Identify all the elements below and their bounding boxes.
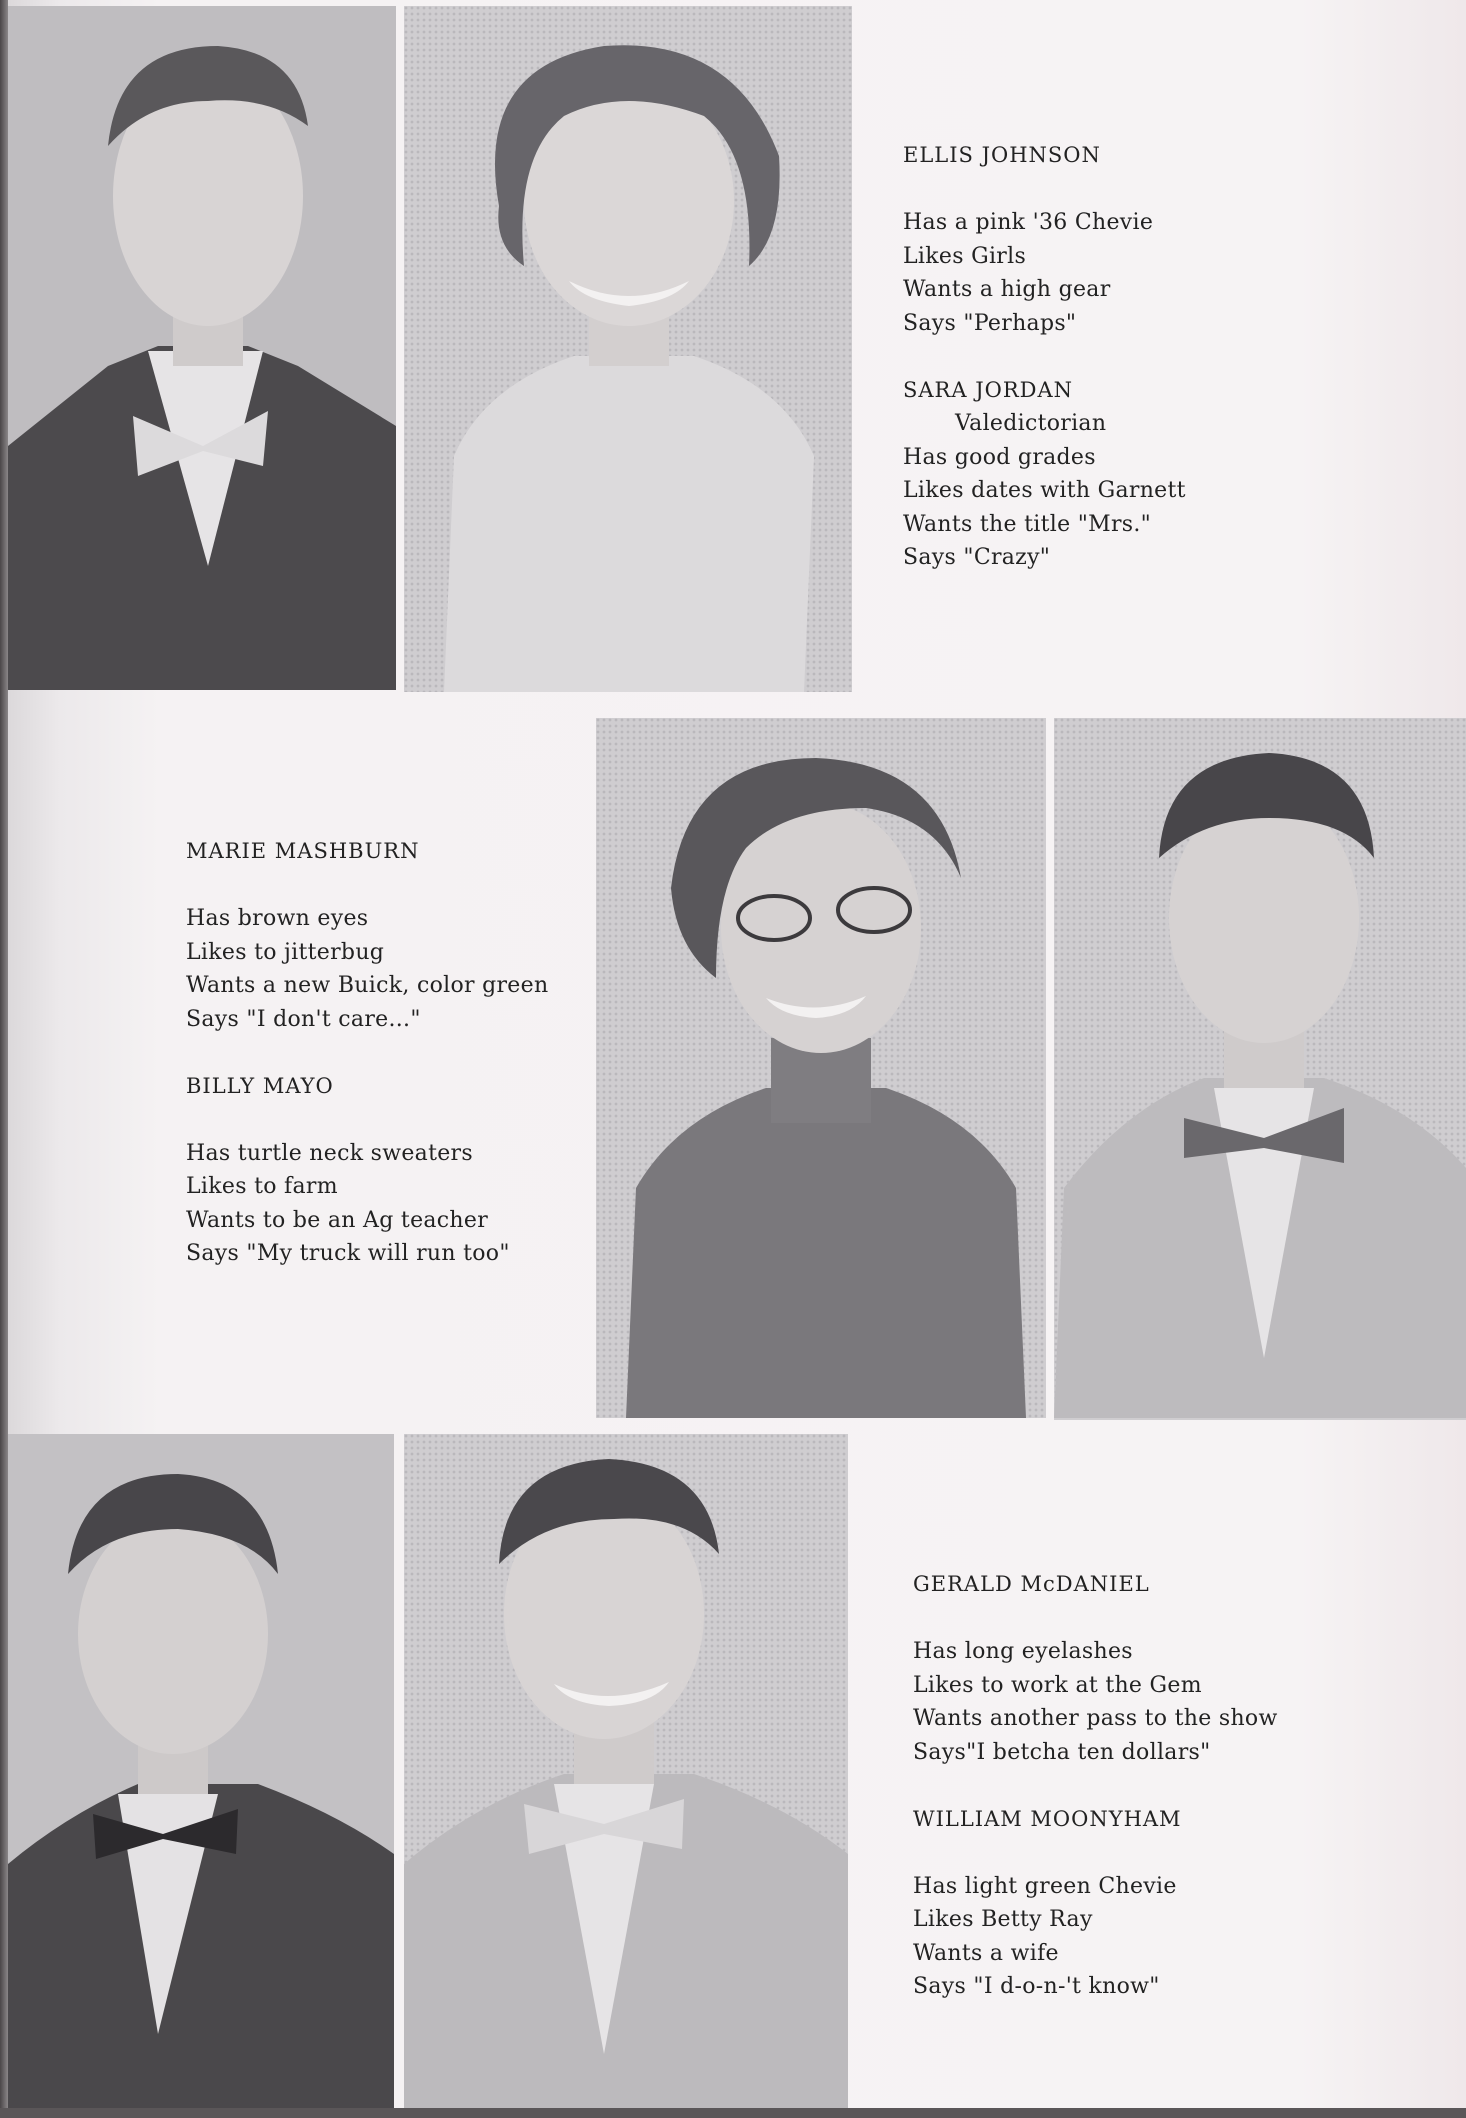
portrait-photo-marie-mashburn (596, 718, 1046, 1418)
student-fact: Wants a new Buick, color green (186, 973, 549, 998)
caption-group-3 (913, 1568, 1278, 2004)
binding-edge (0, 0, 8, 2118)
student-fact: Likes to farm (186, 1174, 338, 1199)
student-fact: Wants a wife (913, 1940, 1059, 1966)
caption-group-2 (186, 835, 548, 1271)
student-fact: Has light green Chevie (913, 1873, 1177, 1899)
student-fact: Wants a high gear (903, 277, 1111, 302)
student-fact: Says "I don't care..." (186, 1006, 421, 1032)
portrait-photo-billy-mayo (1054, 718, 1466, 1420)
portrait-photo-ellis-johnson (8, 6, 396, 690)
student-fact: Wants the title "Mrs." (903, 511, 1152, 537)
student-name: GERALD McDANIEL (913, 1572, 1150, 1596)
caption-group-1 (903, 139, 1186, 575)
portrait-photo-gerald-mcdaniel (8, 1434, 394, 2108)
student-fact: Says"I betcha ten dollars" (913, 1739, 1211, 1765)
portrait-photo-william-moonyham (404, 1434, 848, 2108)
portrait-photo-sara-jordan (404, 6, 852, 692)
student-fact: Likes Betty Ray (913, 1907, 1093, 1932)
student-fact: Wants another pass to the show (913, 1706, 1278, 1731)
student-fact: Likes dates with Garnett (903, 478, 1186, 503)
student-name: ELLIS JOHNSON (903, 143, 1101, 167)
page-bottom-edge (0, 2108, 1466, 2118)
student-name: SARA JORDAN (903, 377, 1074, 402)
student-fact: Says "My truck will run too" (186, 1241, 510, 1266)
student-name: MARIE MASHBURN (186, 839, 420, 863)
student-title: Valedictorian (955, 411, 1107, 436)
student-fact: Likes Girls (903, 243, 1027, 269)
student-fact: Wants to be an Ag teacher (186, 1207, 489, 1233)
student-fact: Has a pink '36 Chevie (903, 210, 1154, 235)
student-name: WILLIAM MOONYHAM (913, 1806, 1182, 1831)
student-name: BILLY MAYO (186, 1073, 334, 1098)
student-fact: Has brown eyes (186, 906, 369, 931)
student-fact: Has good grades (903, 444, 1096, 470)
student-fact: Says "Perhaps" (903, 310, 1077, 336)
student-fact: Has long eyelashes (913, 1639, 1133, 1664)
student-fact: Likes to work at the Gem (913, 1672, 1202, 1698)
student-fact: Says "Crazy" (903, 545, 1051, 570)
student-fact: Says "I d-o-n-'t know" (913, 1974, 1160, 1999)
student-fact: Likes to jitterbug (186, 939, 385, 965)
student-fact: Has turtle neck sweaters (186, 1140, 473, 1166)
